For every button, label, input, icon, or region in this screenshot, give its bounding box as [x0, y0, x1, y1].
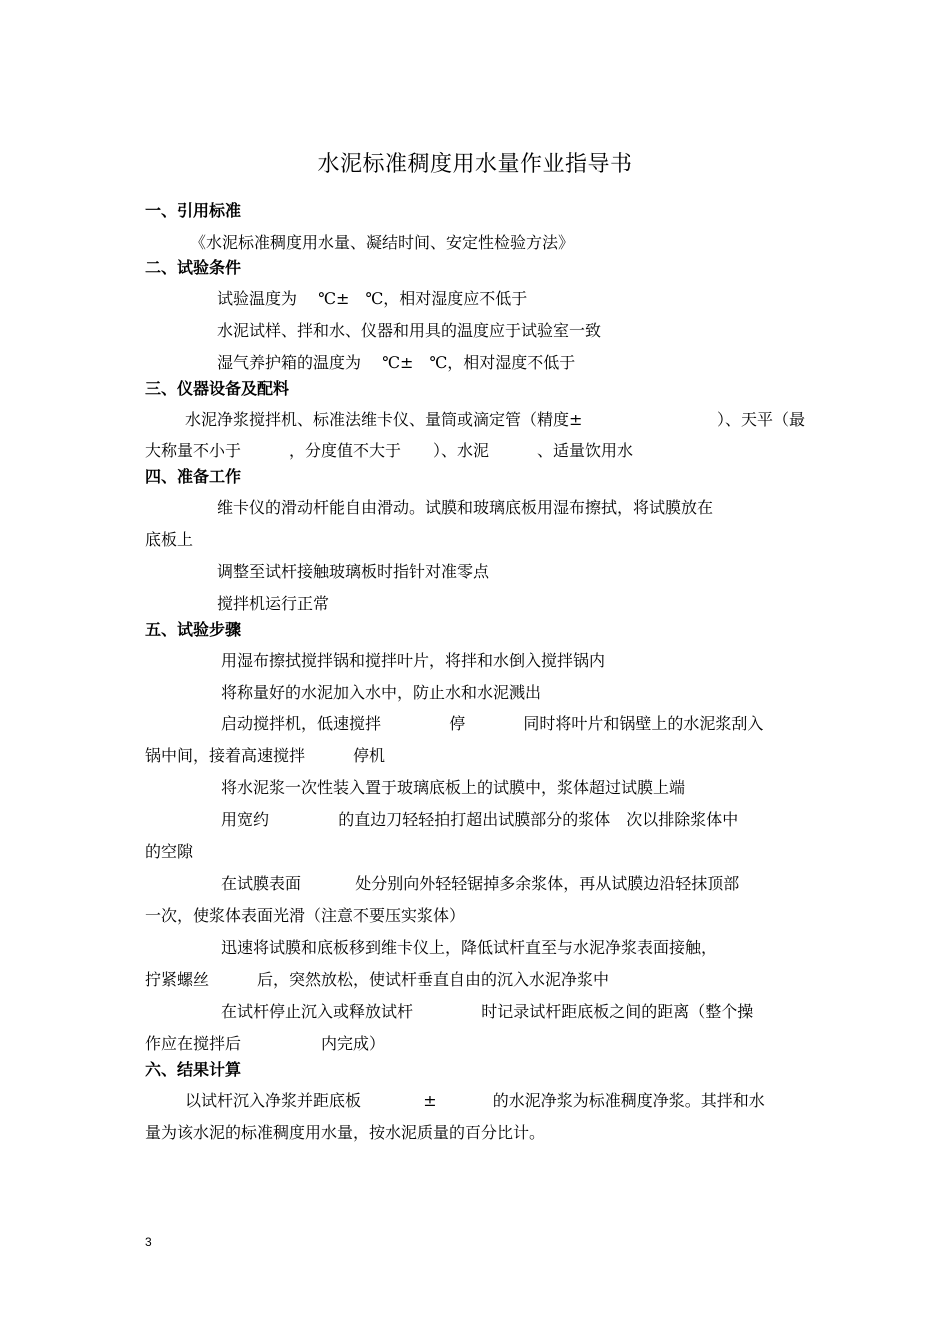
prep-step-3: 搅拌机运行正常	[217, 594, 330, 613]
prep-step-2: 调整至试杆接触玻璃板时指针对准零点	[217, 562, 490, 581]
calculation-part3: 的水泥净浆为标准稠度净浆。其拌和水	[492, 1091, 765, 1110]
calculation-part1: 以试杆沉入净浆并距底板	[185, 1091, 362, 1110]
procedure-step-4: 将水泥浆一次性装入置于玻璃底板上的试膜中，浆体超过试膜上端	[221, 778, 686, 797]
condition-equipment-temperature: 水泥试样、拌和水、仪器和用具的温度应于试验室一致	[217, 321, 602, 340]
procedure-step-3	[221, 711, 763, 734]
equipment-list-part2: ）、天平（最	[716, 410, 805, 429]
procedure-step-1: 用湿布擦拭搅拌锅和搅拌叶片，将拌和水倒入搅拌锅内	[221, 651, 606, 670]
procedure-step-6	[221, 871, 739, 894]
reference-standard: 《水泥标准稠度用水量、凝结时间、安定性检验方法》	[190, 233, 575, 252]
procedure-step-3-continued: 锅中间，接着高速搅拌 停机	[145, 746, 386, 765]
section-heading-calculation: 六、结果计算	[145, 1060, 242, 1079]
procedure-step-8-part2: 时记录试杆距底板之间的距离（整个操	[481, 1002, 754, 1021]
procedure-step-3-part2: 停	[449, 714, 466, 733]
condition-temperature: 试验温度为 ℃± ℃，相对湿度应不低于	[217, 289, 528, 308]
procedure-step-8	[221, 999, 753, 1022]
procedure-step-7-continued: 拧紧螺丝 后，突然放松，使试杆垂直自由的沉入水泥净浆中	[145, 970, 610, 989]
procedure-step-5-part1: 用宽约	[221, 810, 270, 829]
procedure-step-6-continued: 一次，使浆体表面光滑（注意不要压实浆体）	[145, 906, 466, 925]
calculation-text-continued: 量为该水泥的标准稠度用水量，按水泥质量的百分比计。	[145, 1123, 546, 1142]
prep-step-1: 维卡仪的滑动杆能自由滑动。试膜和玻璃底板用湿布擦拭，将试膜放在	[217, 498, 714, 517]
section-heading-equipment: 三、仪器设备及配料	[145, 379, 290, 398]
procedure-step-2: 将称量好的水泥加入水中，防止水和水泥溅出	[221, 683, 542, 702]
procedure-step-8-continued: 作应在搅拌后 内完成）	[145, 1034, 386, 1053]
procedure-step-6-part1: 在试膜表面	[221, 874, 302, 893]
equipment-list-continued: 大称量不小于 ，分度值不大于 ）、水泥 、适量饮用水	[145, 441, 634, 460]
calculation-text	[185, 1088, 765, 1111]
procedure-step-3-part3: 同时将叶片和锅壁上的水泥浆刮入	[523, 714, 764, 733]
procedure-step-7: 迅速将试膜和底板移到维卡仪上，降低试杆直至与水泥净浆表面接触，	[221, 938, 718, 957]
section-heading-references: 一、引用标准	[145, 201, 242, 220]
section-heading-conditions: 二、试验条件	[145, 258, 242, 277]
equipment-line	[185, 407, 805, 430]
procedure-step-5-continued: 的空隙	[145, 842, 194, 861]
procedure-step-8-part1: 在试杆停止沉入或释放试杆	[221, 1002, 414, 1021]
equipment-list-part1: 水泥净浆搅拌机、标准法维卡仪、量筒或滴定管（精度±	[185, 410, 583, 429]
document-title: 水泥标准稠度用水量作业指导书	[317, 152, 633, 177]
procedure-step-5	[221, 807, 738, 830]
section-heading-procedure: 五、试验步骤	[145, 620, 242, 639]
procedure-step-3-part1: 启动搅拌机，低速搅拌	[221, 714, 382, 733]
prep-step-1-continued: 底板上	[145, 530, 194, 549]
section-heading-preparation: 四、准备工作	[145, 467, 242, 486]
procedure-step-6-part2: 处分别向外轻轻锯掉多余浆体，再从试膜边沿轻抹顶部	[355, 874, 740, 893]
procedure-step-5-part2: 的直边刀轻轻拍打超出试膜部分的浆体 次以排除浆体中	[338, 810, 739, 829]
page-number: 3	[145, 1235, 152, 1249]
calculation-part2: ±	[423, 1091, 437, 1110]
condition-curing-box: 湿气养护箱的温度为 ℃± ℃，相对湿度不低于	[217, 353, 576, 372]
